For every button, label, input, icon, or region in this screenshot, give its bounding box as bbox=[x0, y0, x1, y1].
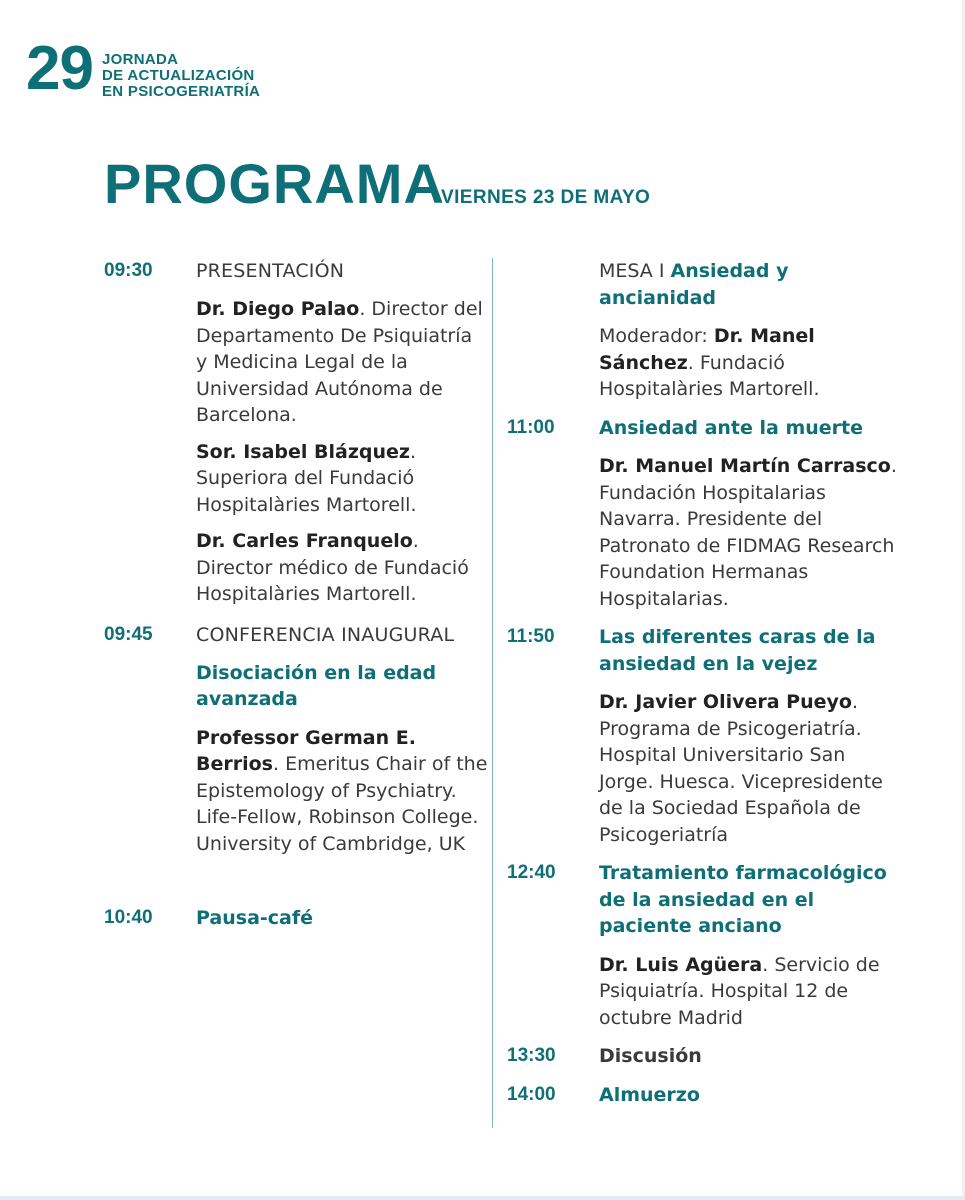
talk-time: 14:00 bbox=[507, 1083, 556, 1105]
talk-title: Discusión bbox=[599, 1045, 702, 1067]
panel-name: Ansiedad y ancianidad bbox=[599, 260, 789, 309]
talk-1 bbox=[507, 415, 902, 613]
talk-time: 11:00 bbox=[507, 416, 555, 438]
talk-title: Las diferentes caras de la ansiedad en la vejez bbox=[599, 626, 876, 675]
session-pausa bbox=[104, 905, 489, 931]
speaker-entry bbox=[196, 528, 489, 608]
talk-time: 12:40 bbox=[507, 862, 556, 883]
speaker-affiliation: . Superiora del Fundació Hospitalàries Martorell. bbox=[196, 440, 417, 516]
edition-line-2: DE ACTUALIZACIÓN bbox=[102, 67, 255, 84]
edition-number: 29 bbox=[26, 34, 93, 103]
speaker-name: Dr. Carles Franquelo bbox=[196, 530, 413, 552]
edition-line-1: JORNADA bbox=[102, 51, 179, 68]
event-date: VIERNES 23 DE MAYO bbox=[441, 187, 651, 208]
speaker-name: Sor. Isabel Blázquez bbox=[196, 440, 410, 463]
speaker-entry bbox=[599, 952, 902, 1032]
panel-mesa bbox=[507, 258, 902, 403]
session-heading: Pausa-café bbox=[196, 907, 314, 929]
talk-time: 13:30 bbox=[507, 1045, 556, 1066]
moderator-name: Dr. Manel Sánchez bbox=[599, 325, 815, 374]
speaker-entry bbox=[196, 439, 489, 519]
edition-line-3: EN PSICOGERIATRÍA bbox=[102, 83, 261, 100]
speaker-entry bbox=[196, 725, 489, 858]
speaker-entry bbox=[196, 296, 489, 429]
right-column bbox=[507, 258, 902, 1108]
edition-label bbox=[102, 52, 362, 100]
speaker-name: Dr. Diego Palao bbox=[196, 298, 360, 320]
speaker-name: Dr. Javier Olivera Pueyo bbox=[599, 691, 852, 713]
speaker-name: Dr. Manuel Martín Carrasco bbox=[599, 455, 891, 477]
speaker-affiliation: . Emeritus Chair of the Epistemology of Psychiatry. Life-Fellow, Robinson College. University of Cambridge, UK bbox=[196, 753, 488, 855]
page-bottom-edge bbox=[0, 1196, 965, 1200]
talk-4 bbox=[507, 1043, 902, 1070]
talk-title: Disociación en la edad avanzada bbox=[196, 661, 437, 710]
speaker-affiliation: . Fundación Hospitalarias Navarra. Presidente del Patronato de FIDMAG Research Foundation Hermanas Hospitalarias. bbox=[599, 455, 897, 610]
talk-2 bbox=[507, 624, 902, 848]
speaker-affiliation: . Director del Departamento De Psiquiatría y Medicina Legal de la Universidad Autónoma de Barcelona. bbox=[196, 298, 483, 426]
moderator-label: Moderador: bbox=[599, 325, 714, 347]
speaker-entry bbox=[599, 453, 902, 612]
session-heading: CONFERENCIA INAUGURAL bbox=[196, 623, 455, 646]
session-heading: PRESENTACIÓN bbox=[196, 260, 345, 282]
moderator-entry bbox=[599, 323, 902, 403]
speaker-name: Professor German E. Berrios bbox=[196, 726, 416, 775]
speaker-entry bbox=[599, 689, 902, 848]
talk-title: Ansiedad ante la muerte bbox=[599, 416, 864, 439]
speaker-affiliation: . Programa de Psicogeriatría. Hospital Universitario San Jorge. Huesca. Vicepresidente de la Sociedad Española de Psicogeriatría bbox=[599, 691, 883, 846]
talk-title: Almuerzo bbox=[599, 1083, 700, 1106]
session-time: 09:30 bbox=[104, 260, 153, 281]
talk-3 bbox=[507, 860, 902, 1031]
session-time: 09:45 bbox=[104, 623, 153, 645]
page-title: PROGRAMA bbox=[104, 152, 445, 215]
talk-title: Tratamiento farmacológico de la ansiedad en el paciente anciano bbox=[599, 862, 887, 937]
panel-title bbox=[599, 258, 902, 311]
panel-prefix: MESA I bbox=[599, 260, 671, 282]
session-presentacion bbox=[104, 258, 489, 608]
speaker-affiliation: . Director médico de Fundació Hospitalàries Martorell. bbox=[196, 530, 469, 605]
column-divider bbox=[492, 258, 493, 1128]
session-time: 10:40 bbox=[104, 907, 153, 928]
session-conferencia bbox=[104, 622, 489, 858]
talk-5 bbox=[507, 1082, 902, 1109]
moderator-affiliation: . Fundació Hospitalàries Martorell. bbox=[599, 351, 820, 400]
talk-time: 11:50 bbox=[507, 626, 555, 647]
speaker-affiliation: . Servicio de Psiquiatría. Hospital 12 de octubre Madrid bbox=[599, 953, 880, 1029]
speaker-name: Dr. Luis Agüera bbox=[599, 953, 763, 976]
left-column bbox=[104, 258, 489, 931]
